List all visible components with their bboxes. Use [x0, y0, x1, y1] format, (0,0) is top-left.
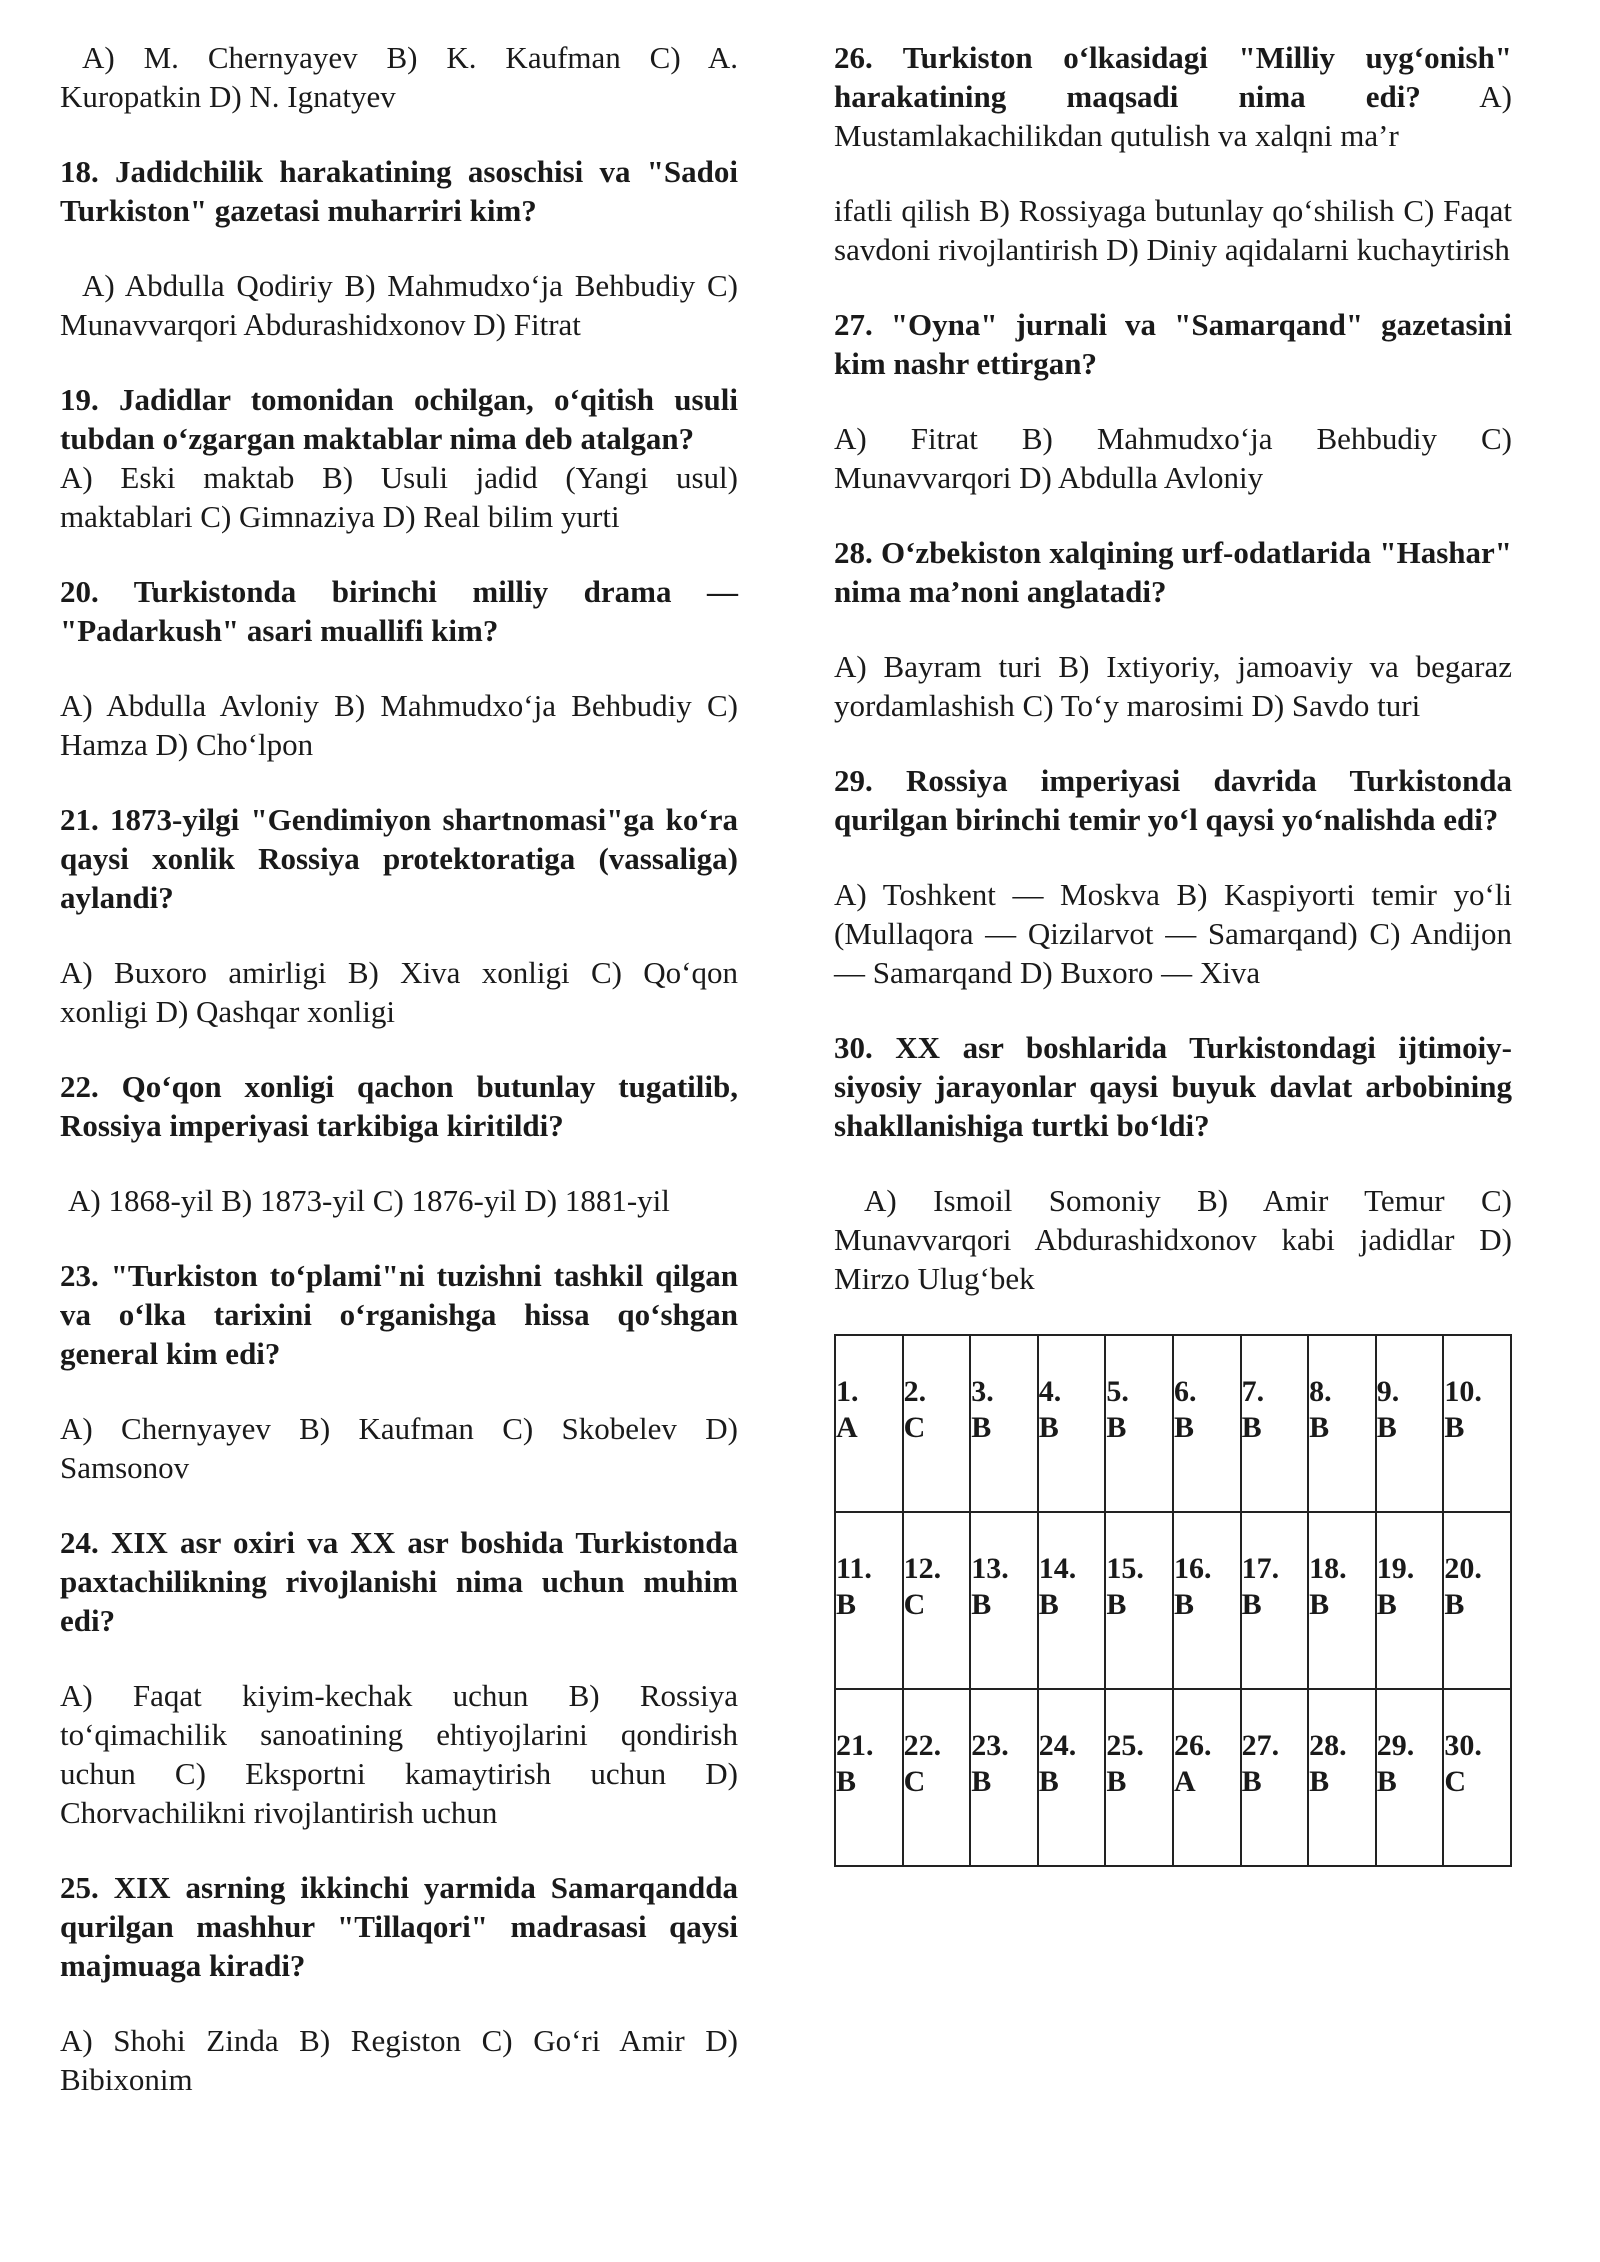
answer-options-24: A) Faqat kiyim-kechak uchun B) Rossiya to‘qimachilik sanoatining ehtiyojlarini qondirish uchun C) Eksportni kamaytirish uchun D) Chorvachilikni rivojlantirish uchun	[60, 1678, 738, 1830]
answer-key-cell	[835, 1335, 903, 1512]
answer-key-letter: B	[1444, 1588, 1465, 1621]
question-26: 26. Turkiston o‘lkasidagi "Milliy uyg‘onish" harakatining maqsadi nima edi?	[834, 40, 1512, 114]
answer-options-30: A) Ismoil Somoniy B) Amir Temur C) Munavvarqori Abdurashidxonov kabi jadidlar D) Mirzo Ulug‘bek	[834, 1183, 1512, 1296]
answer-key-letter: B	[836, 1765, 857, 1798]
answer-key-number: 8.	[1309, 1375, 1332, 1408]
answer-key-number: 20.	[1444, 1552, 1482, 1585]
answer-key-cell	[1376, 1689, 1444, 1866]
answer-key-letter: B	[1376, 1588, 1397, 1621]
answer-key-cell	[1241, 1689, 1309, 1866]
answer-key-number: 19.	[1376, 1552, 1415, 1585]
answer-options-25: A) Shohi Zinda B) Registon C) Go‘ri Amir D) Bibixonim	[60, 2023, 738, 2097]
answer-key-letter: B	[1444, 1411, 1465, 1444]
answer-key-number: 17.	[1241, 1552, 1280, 1585]
question-18: 18. Jadidchilik harakatining asoschisi va "Sadoi Turkiston" gazetasi muharriri kim?	[60, 154, 738, 228]
answer-key-letter: B	[1173, 1588, 1194, 1621]
answer-key-row	[835, 1335, 1511, 1512]
answer-options-20: A) Abdulla Avloniy B) Mahmudxo‘ja Behbudiy C) Hamza D) Cho‘lpon	[60, 688, 738, 762]
answer-key-row	[835, 1689, 1511, 1866]
answer-key-letter: B	[1038, 1588, 1059, 1621]
answer-key-number: 24.	[1038, 1729, 1077, 1762]
answer-key-cell	[1308, 1689, 1376, 1866]
answer-options-26-part1: A) Mustamlakachilikdan qutulish va xalqni ma’r	[834, 79, 1512, 153]
answer-key-number: 29.	[1376, 1729, 1415, 1762]
answer-key-letter: A	[1173, 1765, 1196, 1798]
answer-key-cell	[1173, 1335, 1241, 1512]
answer-options-26-part2: ifatli qilish B) Rossiyaga butunlay qo‘shilish C) Faqat savdoni rivojlantirish D) Diniy aqidalarni kuchaytirish	[834, 193, 1512, 267]
question-30: 30. XX asr boshlarida Turkistondagi ijtimoiy-siyosiy jarayonlar qaysi buyuk davlat arbobining shakllanishiga turtki bo‘ldi?	[834, 1030, 1512, 1143]
answer-key-letter: B	[1038, 1411, 1059, 1444]
answer-key-cell	[903, 1689, 971, 1866]
answer-key-number: 7.	[1241, 1375, 1265, 1408]
answer-key-cell	[1105, 1689, 1173, 1866]
answer-key-letter: B	[971, 1588, 992, 1621]
answer-key-cell	[903, 1335, 971, 1512]
answer-key-cell	[1173, 1512, 1241, 1689]
answer-key-number: 11.	[836, 1552, 872, 1585]
answer-key-cell	[1376, 1512, 1444, 1689]
answer-key-letter: B	[1038, 1765, 1059, 1798]
answer-key-cell	[1443, 1512, 1511, 1689]
answer-key-letter: B	[1106, 1765, 1127, 1798]
answer-key-number: 22.	[903, 1729, 942, 1762]
answer-key-cell	[1241, 1335, 1309, 1512]
answer-key-number: 6.	[1173, 1375, 1197, 1408]
answer-key-letter: C	[903, 1765, 926, 1798]
answer-key-letter: B	[1106, 1588, 1127, 1621]
answer-key-cell	[970, 1689, 1038, 1866]
answer-options-21: A) Buxoro amirligi B) Xiva xonligi C) Qo‘qon xonligi D) Qashqar xonligi	[60, 955, 738, 1029]
answer-key-letter: B	[1376, 1411, 1397, 1444]
answer-options-22: A) 1868-yil B) 1873-yil C) 1876-yil D) 1881-yil	[68, 1183, 670, 1218]
answer-key-cell	[1241, 1512, 1309, 1689]
answer-key-number: 21.	[836, 1729, 874, 1762]
answer-key-cell	[1443, 1689, 1511, 1866]
answer-key-number: 26.	[1173, 1729, 1212, 1762]
answer-key-cell	[835, 1512, 903, 1689]
answer-key-number: 16.	[1173, 1552, 1212, 1585]
question-25: 25. XIX asrning ikkinchi yarmida Samarqandda qurilgan mashhur "Tillaqori" madrasasi qaysi majmuaga kiradi?	[60, 1870, 738, 1983]
answer-key-number: 15.	[1106, 1552, 1144, 1585]
answer-key-number: 4.	[1038, 1375, 1062, 1408]
answer-key-cell	[1173, 1689, 1241, 1866]
question-23: 23. "Turkiston to‘plami"ni tuzishni tashkil qilgan va o‘lka tarixini o‘rganishga hissa qo‘shgan general kim edi?	[60, 1258, 738, 1371]
answer-options-19: A) Eski maktab B) Usuli jadid (Yangi usul) maktablari C) Gimnaziya D) Real bilim yurti	[60, 460, 738, 534]
answer-key-cell	[1105, 1335, 1173, 1512]
question-29: 29. Rossiya imperiyasi davrida Turkistonda qurilgan birinchi temir yo‘l qaysi yo‘nalishda edi?	[834, 763, 1512, 837]
answer-key-number: 9.	[1376, 1375, 1400, 1408]
answer-key-number: 1.	[836, 1375, 859, 1408]
answer-options-27: A) Fitrat B) Mahmudxo‘ja Behbudiy C) Munavvarqori D) Abdulla Avloniy	[834, 421, 1512, 495]
answer-key-letter: C	[903, 1588, 926, 1621]
right-column	[834, 38, 1512, 1867]
question-26-block	[834, 38, 1512, 155]
answer-key-letter: B	[1106, 1411, 1127, 1444]
answer-key-number: 25.	[1106, 1729, 1144, 1762]
answer-key-cell	[903, 1512, 971, 1689]
answer-options-23: A) Chernyayev B) Kaufman C) Skobelev D) Samsonov	[60, 1411, 738, 1485]
answer-key-table	[834, 1334, 1512, 1867]
question-22: 22. Qo‘qon xonligi qachon butunlay tugatilib, Rossiya imperiyasi tarkibiga kiritildi?	[60, 1069, 738, 1143]
answer-key-number: 18.	[1309, 1552, 1347, 1585]
answer-key-cell	[1376, 1335, 1444, 1512]
answer-key-cell	[1038, 1335, 1106, 1512]
answer-key-letter: B	[1173, 1411, 1194, 1444]
answer-options-28: A) Bayram turi B) Ixtiyoriy, jamoaviy va begaraz yordamlashish C) To‘y marosimi D) Savdo turi	[834, 649, 1512, 723]
answer-options-17: A) M. Chernyayev B) K. Kaufman C) A. Kuropatkin D) N. Ignatyev	[60, 40, 738, 114]
answer-key-letter: B	[971, 1765, 992, 1798]
answer-key-letter: B	[971, 1411, 992, 1444]
answer-key-cell	[1308, 1335, 1376, 1512]
answer-options-18: A) Abdulla Qodiriy B) Mahmudxo‘ja Behbudiy C) Munavvarqori Abdurashidxonov D) Fitrat	[60, 268, 738, 342]
answer-key-number: 14.	[1038, 1552, 1077, 1585]
question-19: 19. Jadidlar tomonidan ochilgan, o‘qitish usuli tubdan o‘zgargan maktablar nima deb atalgan?	[60, 382, 738, 456]
answer-key-letter: B	[1376, 1765, 1397, 1798]
answer-key-letter: B	[1309, 1765, 1330, 1798]
answer-key-cell	[1038, 1689, 1106, 1866]
answer-key-row	[835, 1512, 1511, 1689]
answer-key-cell	[1308, 1512, 1376, 1689]
answer-key-cell	[835, 1689, 903, 1866]
answer-key-letter: B	[1241, 1765, 1262, 1798]
answer-key-number: 2.	[903, 1375, 927, 1408]
answer-key-cell	[1038, 1512, 1106, 1689]
answer-key-number: 30.	[1444, 1729, 1482, 1762]
answer-key-letter: A	[836, 1411, 858, 1444]
question-24: 24. XIX asr oxiri va XX asr boshida Turkistonda paxtachilikning rivojlanishi nima uchun muhim edi?	[60, 1525, 738, 1638]
answer-key-cell	[1105, 1512, 1173, 1689]
answer-key-number: 28.	[1309, 1729, 1347, 1762]
answer-key-number: 27.	[1241, 1729, 1280, 1762]
answer-options-29: A) Toshkent — Moskva B) Kaspiyorti temir yo‘li (Mullaqora — Qizilarvot — Samarqand) C) Andijon — Samarqand D) Buxoro — Xiva	[834, 877, 1512, 990]
answer-key-number: 12.	[903, 1552, 942, 1585]
answer-key-letter: C	[903, 1411, 926, 1444]
answer-key-letter: C	[1444, 1765, 1467, 1798]
answer-key-letter: B	[1241, 1588, 1262, 1621]
answer-key-number: 23.	[971, 1729, 1009, 1762]
answer-key-letter: B	[1309, 1588, 1330, 1621]
left-column	[60, 38, 738, 2135]
answer-key-number: 13.	[971, 1552, 1009, 1585]
answer-key-letter: B	[1309, 1411, 1330, 1444]
answer-key-number: 5.	[1106, 1375, 1129, 1408]
question-21: 21. 1873-yilgi "Gendimiyon shartnomasi"ga ko‘ra qaysi xonlik Rossiya protektoratiga (vassaliga) aylandi?	[60, 802, 738, 915]
answer-key-cell	[970, 1512, 1038, 1689]
question-27: 27. "Oyna" jurnali va "Samarqand" gazetasini kim nashr ettirgan?	[834, 307, 1512, 381]
answer-key-number: 10.	[1444, 1375, 1482, 1408]
answer-key-letter: B	[1241, 1411, 1262, 1444]
answer-key-number: 3.	[971, 1375, 994, 1408]
question-20: 20. Turkistonda birinchi milliy drama — "Padarkush" asari muallifi kim?	[60, 574, 738, 648]
question-28: 28. O‘zbekiston xalqining urf-odatlarida "Hashar" nima ma’noni anglatadi?	[834, 535, 1512, 609]
answer-key-letter: B	[836, 1588, 857, 1621]
answer-key-cell	[970, 1335, 1038, 1512]
answer-key-cell	[1443, 1335, 1511, 1512]
